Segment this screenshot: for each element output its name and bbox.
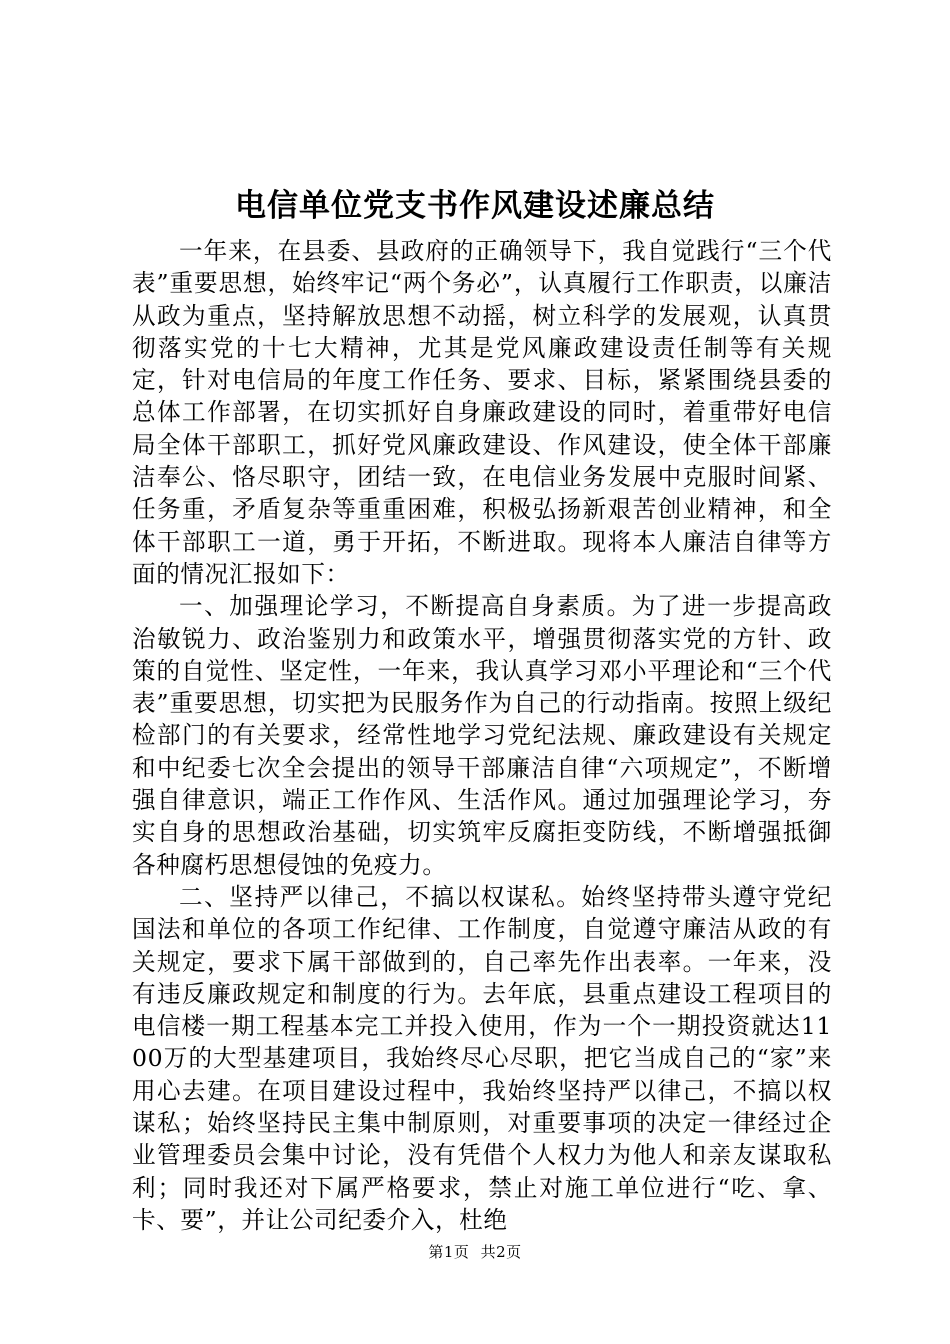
- document-body: [132, 235, 832, 1236]
- page-total: 共2页: [480, 1243, 522, 1261]
- document-title: 电信单位党支书作风建设述廉总结: [235, 188, 715, 224]
- paragraph-section-2: 二、坚持严以律己，不搞以权谋私。始终坚持带头遵守党纪国法和单位的各项工作纪律、工作制度，自觉遵守廉洁从政的有关规定，要求下属干部做到的，自己率先作出表率。一年来，没有违反廉政规定和制度的行为。去年底，县重点建设工程项目的电信楼一期工程基本完工并投入使用，作为一个一期投资就达1100万的大型基建项目，我始终尽心尽职，把它当成自己的“家”来用心去建。在项目建设过程中，我始终坚持严以律己，不搞以权谋私；始终坚持民主集中制原则，对重要事项的决定一律经过企业管理委员会集中讨论，没有凭借个人权力为他人和亲友谋取私利；同时我还对下属严格要求，禁止对施工单位进行“吃、拿、卡、要”，并让公司纪委介入，杜绝: [132, 882, 832, 1234]
- paragraph-intro: 一年来，在县委、县政府的正确领导下，我自觉践行“三个代表”重要思想，始终牢记“两个务必”，认真履行工作职责，以廉洁从政为重点，坚持解放思想不动摇，树立科学的发展观，认真贯彻落实党的十七大精神，尤其是党风廉政建设责任制等有关规定，针对电信局的年度工作任务、要求、目标，紧紧围绕县委的总体工作部署，在切实抓好自身廉政建设的同时，着重带好电信局全体干部职工，抓好党风廉政建设、作风建设，使全体干部廉洁奉公、恪尽职守，团结一致，在电信业务发展中克服时间紧、任务重，矛盾复杂等重重困难，积极弘扬新艰苦创业精神，和全体干部职工一道，勇于开拓，不断进取。现将本人廉洁自律等方面的情况汇报如下：: [132, 237, 832, 588]
- page-footer: [0, 1242, 950, 1262]
- page-number: 第1页: [428, 1243, 470, 1261]
- paragraph-section-1: 一、加强理论学习，不断提高自身素质。为了进一步提高政治敏锐力、政治鉴别力和政策水平，增强贯彻落实党的方针、政策的自觉性、坚定性，一年来，我认真学习邓小平理论和“三个代表”重要思想，切实把为民服务作为自己的行动指南。按照上级纪检部门的有关要求，经常性地学习党纪法规、廉政建设有关规定和中纪委七次全会提出的领导干部廉洁自律“六项规定”，不断增强自律意识，端正工作作风、生活作风。通过加强理论学习，夯实自身的思想政治基础，切实筑牢反腐拒变防线，不断增强抵御各种腐朽思想侵蚀的免疫力。: [132, 592, 832, 879]
